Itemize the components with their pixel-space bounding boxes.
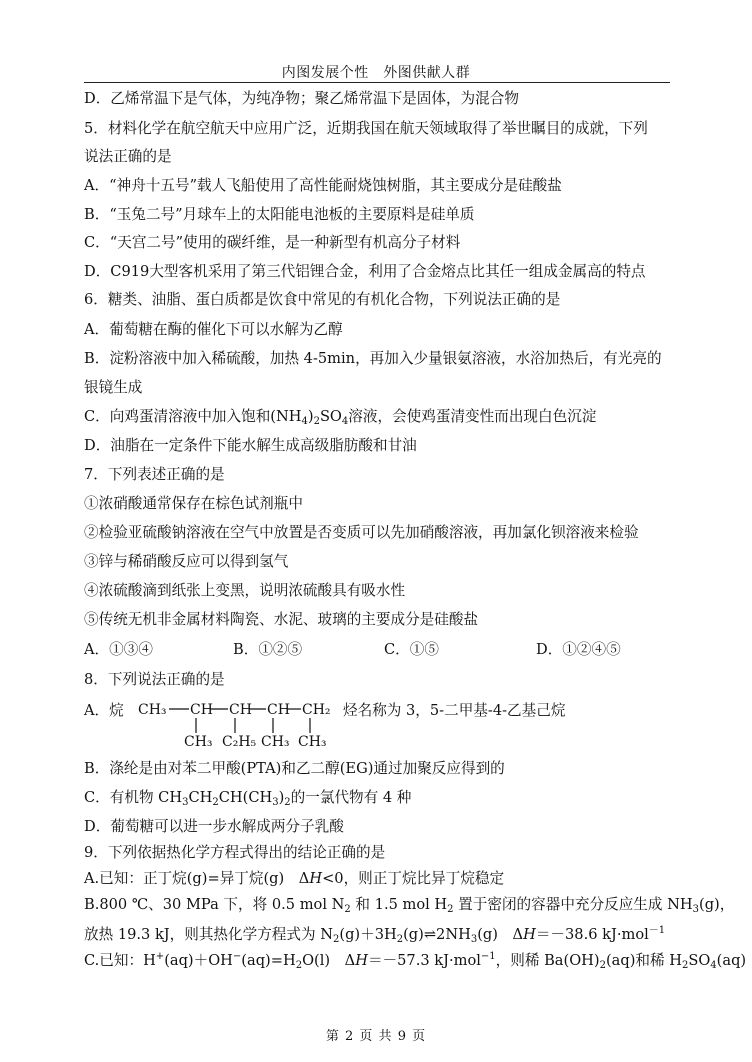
q9-option-b: B.800 ℃、30 MPa 下，将 0.5 mol $N_2$ 和 1.5 mol $H_2$ 置于密闭的容器中充分反应生成 $NH_3(g)$， <box>84 896 735 915</box>
chain-ch3: CH₃ <box>138 702 167 718</box>
q7-statement-3: ③锌与稀硝酸反应可以得到氢气 <box>84 553 289 570</box>
q8-option-a-text: 烃名称为 3，5-二甲基-4-乙基己烷 <box>343 702 566 719</box>
q9-option-c: C.已知：$H^+(aq)+OH^-(aq)=H_2O(l)$ ΔH＝－57.3 kJ·mol$^{-1}$，则稀 $Ba(OH)_2(aq)$和稀 $H_2SO_4(aq)$ <box>84 951 747 971</box>
page-header: 内图发展个性 外图供献人群 <box>281 65 471 81</box>
q8-stem: 8．下列说法正确的是 <box>84 671 225 688</box>
chain-ch2: CH₂ <box>302 702 331 718</box>
q8-option-d: D．葡萄糖可以进一步水解成两分子乳酸 <box>84 818 344 835</box>
q7-statement-2: ②检验亚硫酸钠溶液在空气中放置是否变质可以先加硝酸溶液，再加氯化钡溶液来检验 <box>84 524 639 541</box>
chain-ch-1: CH <box>190 702 213 718</box>
header-rule <box>84 82 670 83</box>
chain-ch-2: CH <box>229 702 252 718</box>
q6-option-b: B．淀粉溶液中加入稀硫酸，加热 4-5min，再加入少量银氨溶液，水浴加热后，有光亮的 <box>84 350 662 367</box>
q4-option-d: D．乙烯常温下是气体，为纯净物；聚乙烯常温下是固体，为混合物 <box>84 90 519 107</box>
q7-stem: 7．下列表述正确的是 <box>84 466 225 483</box>
chain-ch-3: CH <box>267 702 290 718</box>
q5-option-a: A．“神舟十五号”载人飞船使用了高性能耐烧蚀树脂，其主要成分是硅酸盐 <box>84 177 562 194</box>
q6-option-b-cont: 银镜生成 <box>84 379 143 396</box>
q8-option-c: C．有机物 $CH_3CH_2CH(CH_3)_2$的一氯代物有 4 种 <box>84 789 412 808</box>
q8-option-a-label: A．烷 <box>84 702 124 719</box>
q6-option-c: C．向鸡蛋清溶液中加入饱和$(NH_4)_2SO_4$溶液，会使鸡蛋清变性而出现白色沉淀 <box>84 408 597 427</box>
q7-statement-4: ④浓硫酸滴到纸张上变黑，说明浓硫酸具有吸水性 <box>84 582 406 599</box>
structural-formula <box>138 697 338 753</box>
q7-option-a: A．①③④ <box>84 641 153 658</box>
q8-option-b: B．涤纶是由对苯二甲酸(PTA)和乙二醇(EG)通过加聚反应得到的 <box>84 760 505 777</box>
q5-option-d: D．C919大型客机采用了第三代铝锂合金，利用了合金熔点比其任一组成金属高的特点 <box>84 263 646 280</box>
q5-stem: 5．材料化学在航空航天中应用广泛，近期我国在航天领域取得了举世瞩目的成就，下列 <box>84 120 648 137</box>
q5-option-c: C．“天宫二号”使用的碳纤维，是一种新型有机高分子材料 <box>84 234 461 251</box>
q5-option-b: B．“玉兔二号”月球车上的太阳能电池板的主要原料是硅单质 <box>84 206 475 223</box>
branch-ch3-3: CH₃ <box>298 734 327 750</box>
q9-stem: 9．下列依据热化学方程式得出的结论正确的是 <box>84 844 386 861</box>
branch-ch3-1: CH₃ <box>184 734 213 750</box>
q7-option-c: C．①⑤ <box>384 641 439 658</box>
branch-ch3-2: CH₃ <box>261 734 290 750</box>
q9-option-b-cont: 放热 19.3 kJ，则其热化学方程式为 $N_2(g)+3H_2(g)\rightleftharpoons 2NH_3(g)$ ΔH＝－38.6 kJ·mol$^{-1}$ <box>84 925 666 945</box>
q6-option-a: A．葡萄糖在酶的催化下可以水解为乙醇 <box>84 321 343 338</box>
q9-option-a: A.已知：正丁烷(g)=异丁烷(g) ΔH<0，则正丁烷比异丁烷稳定 <box>84 870 505 887</box>
q7-statement-1: ①浓硝酸通常保存在棕色试剂瓶中 <box>84 495 303 512</box>
q7-statement-5: ⑤传统无机非金属材料陶瓷、水泥、玻璃的主要成分是硅酸盐 <box>84 611 479 628</box>
q6-stem: 6．糖类、油脂、蛋白质都是饮食中常见的有机化合物，下列说法正确的是 <box>84 291 561 308</box>
page-footer: 第 2 页 共 9 页 <box>325 1029 427 1044</box>
q5-stem-cont: 说法正确的是 <box>84 148 172 165</box>
q7-option-b: B．①②⑤ <box>233 641 303 658</box>
q7-option-d: D．①②④⑤ <box>536 641 621 658</box>
q6-option-d: D．油脂在一定条件下能水解生成高级脂肪酸和甘油 <box>84 437 417 454</box>
branch-c2h5: C₂H₅ <box>222 734 257 750</box>
